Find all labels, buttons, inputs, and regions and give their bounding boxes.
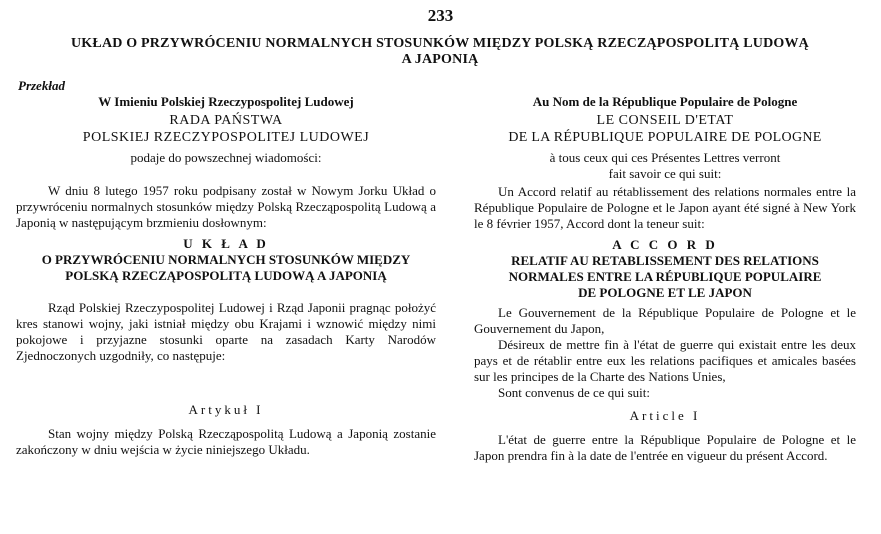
polish-article-heading: Artykuł I <box>188 402 264 417</box>
french-council-line-2: DE LA RÉPUBLIQUE POPULAIRE DE POLOGNE <box>508 130 822 145</box>
french-preamble-paragraph-2: Désireux de mettre fin à l'état de guerre qui existait entre les deux pays et de rétablir entre eux les relations pacifiques et amicales basées sur les principes de la Charte des Nations Unies, <box>474 337 856 384</box>
polish-intro-paragraph: W dniu 8 lutego 1957 roku podpisany został w Nowym Jorku Układ o przywróceniu normalnych stosunków między Polską Rzecząpospolitą Ludową a Japonią w następującym brzmieniu dosłownym: <box>16 183 436 230</box>
polish-invocation: W Imieniu Polskiej Rzeczypospolitej Ludowej <box>98 94 354 109</box>
french-announcement-line-2: fait savoir ce qui suit: <box>608 166 722 181</box>
french-council-line-1: LE CONSEIL D'ETAT <box>596 113 734 128</box>
polish-announcement: podaje do powszechnej wiadomości: <box>130 150 322 165</box>
polish-treaty-word: U K Ł A D <box>183 236 269 251</box>
french-announcement-line-1: à tous ceux qui ces Présentes Lettres verront <box>549 150 781 165</box>
french-invocation: Au Nom de la République Populaire de Pologne <box>532 94 798 109</box>
translation-note: Przekład <box>18 78 65 93</box>
document-title-line-2: A JAPONIĄ <box>401 52 479 67</box>
french-treaty-word: A C C O R D <box>612 237 718 252</box>
french-treaty-title-line-1: RELATIF AU RETABLISSEMENT DES RELATIONS <box>511 253 819 268</box>
french-article-heading: Article I <box>629 408 701 423</box>
polish-treaty-title-line-2: POLSKĄ RZECZĄPOSPOLITĄ LUDOWĄ A JAPONIĄ <box>65 268 387 283</box>
page-number: 233 <box>427 6 454 25</box>
polish-council-line-2: POLSKIEJ RZECZYPOSPOLITEJ LUDOWEJ <box>82 130 370 145</box>
polish-council-line-1: RADA PAŃSTWA <box>169 113 283 128</box>
french-article-text: L'état de guerre entre la République Populaire de Pologne et le Japon prendra fin à la date de l'entrée en vigueur du présent Accord. <box>474 432 856 463</box>
french-column <box>474 94 856 464</box>
french-treaty-title-line-3: DE POLOGNE ET LE JAPON <box>578 285 752 300</box>
polish-article-text: Stan wojny między Polską Rzecząpospolitą Ludową a Japonią zostanie zakończony w dniu wejścia w życie niniejszego Układu. <box>16 426 436 457</box>
french-preamble-paragraph-1: Le Gouvernement de la République Populaire de Pologne et le Gouvernement du Japon, <box>474 305 856 336</box>
polish-preamble: Rząd Polskiej Rzeczypospolitej Ludowej i Rząd Japonii pragnąc położyć kres stanowi wojny, jaki istniał między obu Krajami i wznowić między nimi pokojowe i przyjazne stosunki oparte na zasadach Karty Narodów Zjednoczonych uzgodniły, co następuje: <box>16 300 436 363</box>
document-title <box>30 36 850 68</box>
document-title-line-1: UKŁAD O PRZYWRÓCENIU NORMALNYCH STOSUNKÓW MIĘDZY POLSKĄ RZECZĄPOSPOLITĄ LUDOWĄ <box>71 36 809 51</box>
french-treaty-title-line-2: NORMALES ENTRE LA RÉPUBLIQUE POPULAIRE <box>508 269 822 284</box>
french-intro-paragraph: Un Accord relatif au rétablissement des relations normales entre la République Populaire de Pologne et le Japon ayant été signé à New York le 8 février 1957, Accord dont la teneur suit: <box>474 184 856 231</box>
polish-treaty-title-line-1: O PRZYWRÓCENIU NORMALNYCH STOSUNKÓW MIĘDZY <box>41 252 411 267</box>
french-preamble-paragraph-3: Sont convenus de ce qui suit: <box>498 385 651 400</box>
polish-column <box>16 94 436 458</box>
